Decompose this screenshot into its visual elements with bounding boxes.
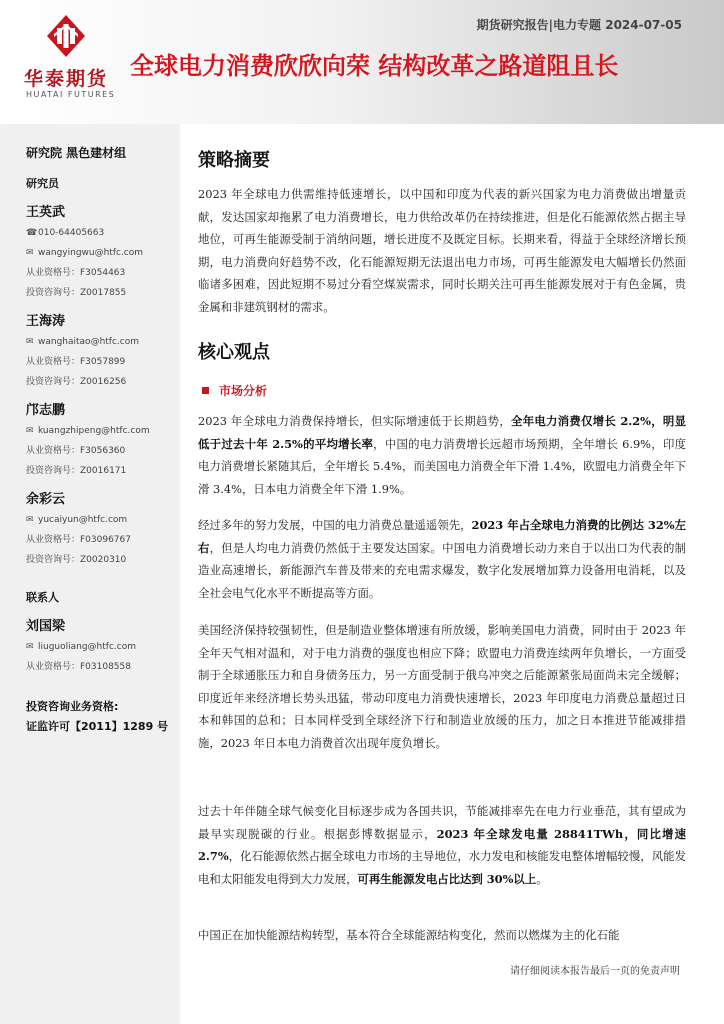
department: 研究院 黑色建材组 <box>26 146 127 160</box>
contact-card <box>26 615 176 674</box>
invest-number: 投资咨询号：Z0017855 <box>26 288 127 298</box>
email-icon: ✉ <box>26 426 34 436</box>
p1-text-c: ，中国的电力消费增长远超市场预期，全年增长 6.9%，印度电力消费增长紧随其后，全年增长 5.4%，而美国电力消费全年下滑 1.4%，欧盟电力消费全年下滑 3.4%，日本电力消费全年下滑 1.9%。 <box>198 436 687 496</box>
paragraph-4 <box>198 800 686 890</box>
contact-label: 联系人 <box>26 591 59 604</box>
email-text[interactable]: wangyingwu@htfc.com <box>38 248 144 258</box>
practice-number: 从业资格号：F03108558 <box>26 662 131 672</box>
report-title: 全球电力消费欣欣向荣 结构改革之路道阻且长 <box>130 52 619 80</box>
analyst-name: 王海涛 <box>26 314 66 329</box>
p2-text-a: 经过多年的努力发展，中国的电力消费总量遥遥领先， <box>198 518 472 532</box>
analyst-card <box>26 310 176 389</box>
analyst-name: 邝志鹏 <box>26 403 66 418</box>
license-number: 证监许可【2011】1289 号 <box>26 720 169 733</box>
email-icon: ✉ <box>26 642 34 652</box>
p1-text-a: 2023 年全球电力消费保持增长，但实际增速低于长期趋势， <box>198 414 512 428</box>
invest-number: 投资咨询号：Z0020310 <box>26 555 127 565</box>
analyst-email[interactable] <box>26 335 176 349</box>
square-bullet-icon <box>202 387 209 394</box>
huatai-logo-icon <box>46 14 86 58</box>
market-analysis-heading <box>202 382 267 399</box>
email-icon: ✉ <box>26 337 34 347</box>
paragraph-1 <box>198 410 686 500</box>
core-heading: 核心观点 <box>198 342 270 363</box>
analyst-name: 余彩云 <box>26 492 66 507</box>
practice-number: 从业资格号：F3054463 <box>26 268 126 278</box>
license-label: 投资咨询业务资格: <box>26 700 119 713</box>
analyst-email[interactable] <box>26 513 176 527</box>
p4-text-a: 过去十年伴随全球气候变化目标逐步成为各国共识，节能减排率先在电力行业垂范，其有望成为最早实现脱碳的行业。根据彭博数据显示， <box>198 804 686 841</box>
p2-highlight: 2023 年占全球电力消费的比例达 32%左右 <box>198 518 686 555</box>
practice-number: 从业资格号：F3056360 <box>26 446 126 456</box>
summary-paragraph: 2023 年全球电力供需维持低速增长，以中国和印度为代表的新兴国家为电力消费做出增量贡献，发达国家却拖累了电力消费增长，电力供给改革仍在持续推进，但是化石能源依然占据主导地位，可再生能源受制于消纳问题，增长进度不及既定目标。长期来看，得益于全球经济增长预期，电力消费向好趋势不改，化石能源短期无法退出电力市场，可再生能源发电大幅增长仍然面临诸多困难，因此短期不易过分看空煤炭需求，同时长期关注可再生能源发展对于有色金属，贵金属和非建筑钢材的需求。 <box>198 187 686 314</box>
phone-icon: ☎ <box>26 228 38 238</box>
report-meta: 期货研究报告|电力专题 2024-07-05 <box>476 18 682 32</box>
paragraph-5: 中国正在加快能源结构转型，基本符合全球能源结构变化，然而以燃煤为主的化石能 <box>198 928 620 942</box>
p4-highlight-2: 可再生能源发电占比达到 30%以上 <box>357 871 537 886</box>
p1-highlight: 全年电力消费仅增长 2.2%，明显低于过去十年 2.5%的平均增长率 <box>198 414 686 451</box>
analyst-card <box>26 201 176 300</box>
analyst-card <box>26 399 176 478</box>
email-icon: ✉ <box>26 515 34 525</box>
company-logo <box>24 14 116 104</box>
disclaimer-footer: 请仔细阅读本报告最后一页的免责声明 <box>510 966 680 977</box>
brand-name-cn: 华泰期货 <box>24 68 109 90</box>
analyst-email[interactable] <box>26 424 176 438</box>
invest-number: 投资咨询号：Z0016256 <box>26 377 127 387</box>
email-text[interactable]: liuguoliang@htfc.com <box>38 642 136 652</box>
invest-number: 投资咨询号：Z0016171 <box>26 466 127 476</box>
practice-number: 从业资格号：F03096767 <box>26 535 131 545</box>
paragraph-3: 美国经济保持较强韧性，但是制造业整体增速有所放缓，影响美国电力消费，同时由于 2023 年全年天气相对温和，对于电力消费的强度也相应下降；欧盟电力消费连续两年负增长，一方面受制于全球通胀压力和自身债务压力，另一方面受制于俄乌冲突之后能源紧张局面尚未完全缓解；印度近年来经济增长势头迅猛，带动印度电力消费快速增长，2023 年印度电力消费总量超过日本和韩国的总和；日本同样受到全球经济下行和制造业放缓的压力，加之日本推进节能减排措施，2023 年日本电力消费首次出现年度负增长。 <box>198 623 686 750</box>
contact-name: 刘国梁 <box>26 619 66 634</box>
analyst-card <box>26 488 176 567</box>
email-icon: ✉ <box>26 248 34 258</box>
analyst-email[interactable] <box>26 246 176 260</box>
email-text[interactable]: kuangzhipeng@htfc.com <box>38 426 150 436</box>
analyst-phone <box>26 226 176 240</box>
p4-text-c: ，化石能源依然占据全球电力市场的主导地位，水力发电和核能发电整体增幅较慢，风能发电和太阳能发电得到大力发展， <box>198 849 686 886</box>
analyst-name: 王英武 <box>26 205 66 220</box>
practice-number: 从业资格号：F3057899 <box>26 357 126 367</box>
email-text[interactable]: wanghaitao@htfc.com <box>38 337 139 347</box>
analyst-sidebar <box>0 124 180 1024</box>
report-header <box>0 0 724 124</box>
researchers-label: 研究员 <box>26 177 59 190</box>
p4-text-e: 。 <box>536 871 548 886</box>
brand-name-en: HUATAI FUTURES <box>26 90 116 99</box>
p2-text-c: ，但是人均电力消费仍然低于主要发达国家。中国电力消费增长动力来自于以出口为代表的制造业高速增长，新能源汽车普及带来的充电需求爆发，数字化发展增加算力设备用电消耗，以及全社会电气化水平不断提高等方面。 <box>198 540 686 600</box>
contact-email[interactable] <box>26 640 176 654</box>
phone-text: 010-64405663 <box>38 228 105 238</box>
p4-highlight-1: 2023 年全球发电量 28841TWh，同比增速 2.7% <box>198 826 686 863</box>
email-text[interactable]: yucaiyun@htfc.com <box>38 515 128 525</box>
market-analysis-text: 市场分析 <box>219 384 268 398</box>
paragraph-2 <box>198 514 686 604</box>
summary-heading: 策略摘要 <box>198 150 270 171</box>
